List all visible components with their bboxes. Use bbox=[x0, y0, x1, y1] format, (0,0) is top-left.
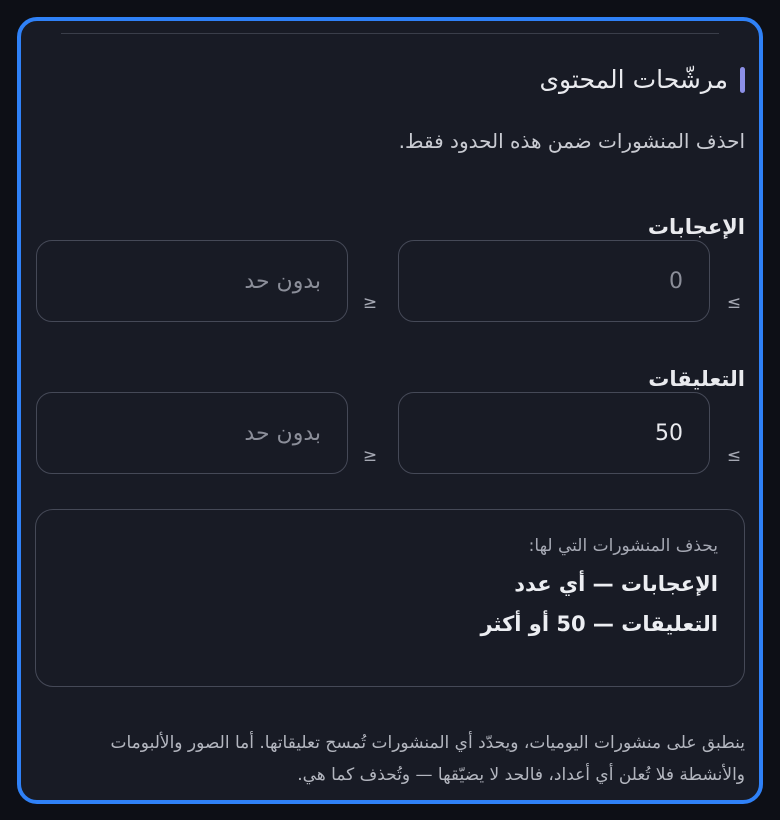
panel-header bbox=[539, 65, 745, 94]
summary-comments-line: التعليقات — 50 أو أكثر bbox=[480, 612, 718, 636]
likes-max-input[interactable] bbox=[36, 240, 348, 322]
likes-min-placeholder: 0 bbox=[669, 268, 683, 294]
likes-label: الإعجابات bbox=[647, 215, 745, 239]
comments-label: التعليقات bbox=[648, 367, 745, 391]
summary-likes-line: الإعجابات — أي عدد bbox=[514, 572, 718, 596]
summary-heading: يحذف المنشورات التي لها: bbox=[528, 536, 718, 556]
comments-min-input[interactable] bbox=[398, 392, 710, 474]
comments-max-operator: ≥ bbox=[362, 446, 378, 466]
comments-min-value: 50 bbox=[655, 420, 683, 446]
panel-title: مرشّحات المحتوى bbox=[539, 65, 728, 94]
comments-max-placeholder: بدون حد bbox=[244, 420, 321, 446]
divider bbox=[61, 33, 719, 34]
likes-min-operator: ≤ bbox=[726, 293, 742, 313]
likes-max-operator: ≥ bbox=[362, 293, 378, 313]
content-filters-panel bbox=[17, 17, 763, 804]
title-accent-bar bbox=[740, 67, 745, 93]
filter-summary-box bbox=[35, 509, 745, 687]
comments-max-input[interactable] bbox=[36, 392, 348, 474]
comments-min-operator: ≤ bbox=[726, 446, 742, 466]
likes-max-placeholder: بدون حد bbox=[244, 268, 321, 294]
likes-min-input[interactable] bbox=[398, 240, 710, 322]
panel-description: احذف المنشورات ضمن هذه الحدود فقط. bbox=[398, 129, 745, 153]
footnote: ينطبق على منشورات اليوميات، ويحدّد أي المنشورات تُمسح تعليقاتها. أما الصور والألبومات والأنشطة فلا تُعلن أي أعداد، فالحد لا يضيّقها — وتُحذف كما هي. bbox=[110, 733, 745, 785]
